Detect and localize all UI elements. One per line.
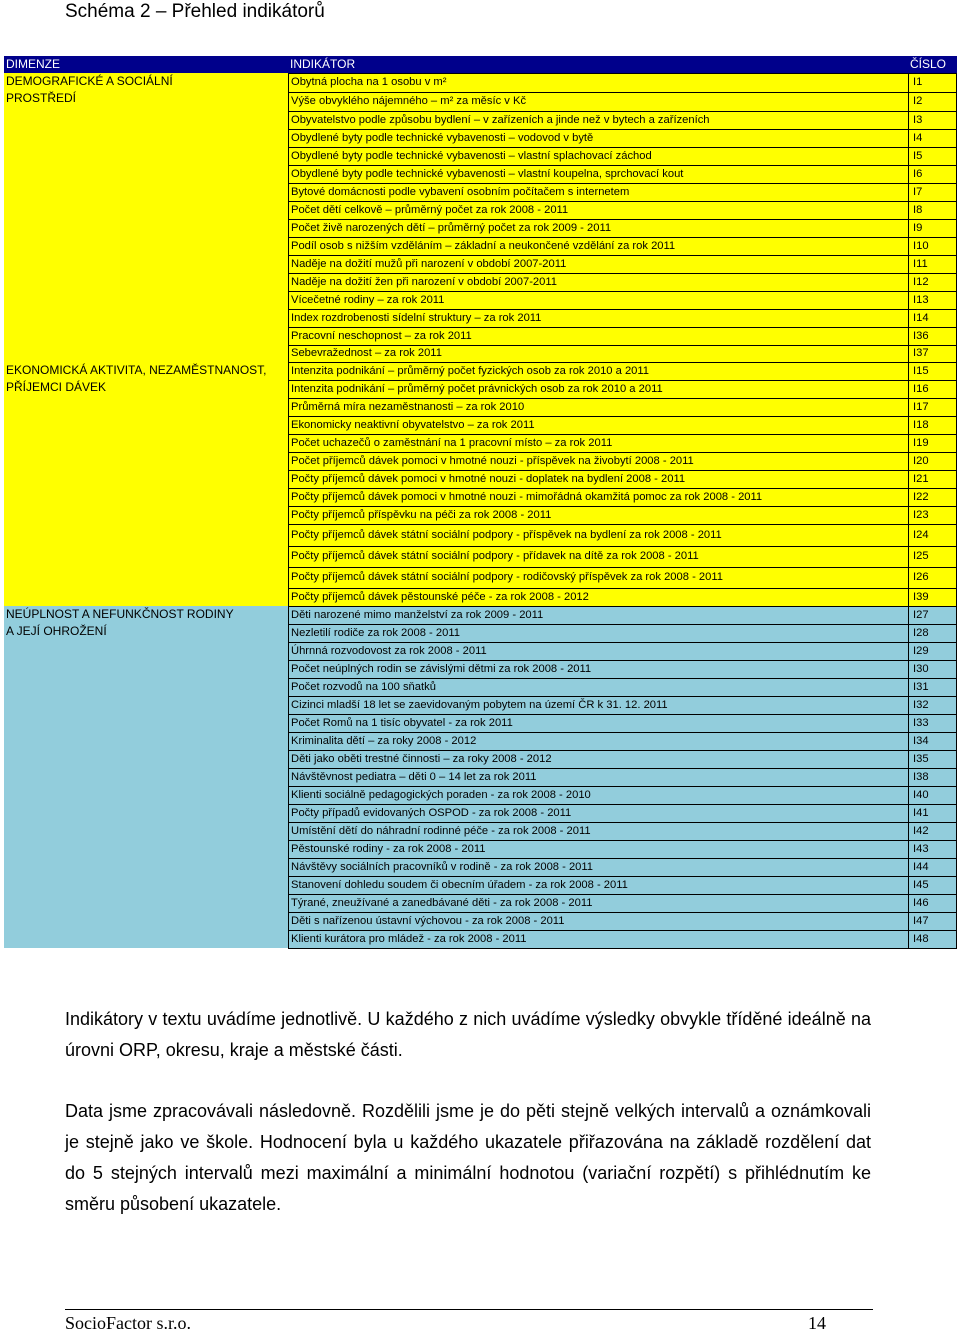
indicator-text: Naděje na dožití mužů při narození v období 2007-2011	[291, 257, 567, 270]
indicator-text: Počet příjemců dávek pomoci v hmotné nouzi - příspěvek na živobytí 2008 - 2011	[291, 454, 694, 467]
indicator-number: I7	[913, 185, 923, 198]
indicator-number: I11	[913, 257, 928, 270]
indicator-text: Kriminalita dětí – za roky 2008 - 2012	[291, 734, 477, 747]
indicator-text: Intenzita podnikání – průměrný počet právnických osob za rok 2010 a 2011	[291, 382, 663, 395]
indicator-text: Vícečetné rodiny – za rok 2011	[291, 293, 445, 306]
indicator-text: Počty příjemců dávek státní sociální podpory - přídavek na dítě za rok 2008 - 2011	[291, 550, 699, 562]
column-separator	[908, 822, 909, 841]
table-row	[288, 165, 957, 184]
column-separator	[908, 894, 909, 913]
footer-divider	[65, 1309, 873, 1310]
indicator-number: I48	[913, 932, 929, 945]
indicator-text: Návštěvy sociálních pracovníků v rodině - za rok 2008 - 2011	[291, 860, 594, 873]
indicator-text: Počet Romů na 1 tisíc obyvatel - za rok 2011	[291, 716, 513, 729]
indicator-text: Návštěvnost pediatra – děti 0 – 14 let za rok 2011	[291, 770, 537, 783]
column-separator	[908, 930, 909, 949]
table-row	[288, 219, 957, 238]
indicator-number: I40	[913, 788, 929, 801]
table-row	[288, 546, 957, 568]
table-row	[288, 732, 957, 751]
indicator-text: Klienti sociálně pedagogických poraden - za rok 2008 - 2010	[291, 788, 591, 801]
table-row	[288, 822, 957, 841]
table-row	[288, 129, 957, 148]
indicator-number: I31	[913, 680, 929, 693]
table-row	[288, 606, 957, 625]
indicator-text: Počet živě narozených dětí – průměrný počet za rok 2009 - 2011	[291, 221, 612, 234]
indicator-number: I1	[913, 76, 923, 88]
indicator-number: I3	[913, 113, 923, 126]
indicator-text: Počty příjemců příspěvku na péči za rok 2008 - 2011	[291, 508, 552, 521]
footer-page-number: 14	[808, 1313, 826, 1333]
indicator-number: I9	[913, 221, 923, 234]
table-row	[288, 804, 957, 823]
column-separator	[908, 219, 909, 238]
column-separator	[908, 92, 909, 112]
indicator-text: Index rozdrobenosti sídelní struktury – za rok 2011	[291, 311, 542, 324]
column-separator	[908, 642, 909, 661]
indicator-text: Bytové domácnosti podle vybavení osobním počítačem s internetem	[291, 185, 630, 198]
table-row	[288, 452, 957, 471]
dimension-label: EKONOMICKÁ AKTIVITA, NEZAMĚSTNANOST,	[6, 363, 267, 377]
table-row	[288, 858, 957, 877]
table-row	[288, 506, 957, 525]
column-separator	[908, 291, 909, 310]
indicator-number: I27	[913, 608, 929, 621]
indicator-number: I12	[913, 275, 929, 288]
table-row	[288, 273, 957, 292]
footer-company: SocioFactor s.r.o.	[65, 1313, 191, 1333]
header-indicator: INDIKÁTOR	[290, 57, 356, 71]
column-separator	[908, 750, 909, 769]
header-number: ČÍSLO	[910, 57, 947, 71]
indicator-text: Cizinci mladší 18 let se zaevidovaným pobytem na území ČR k 31. 12. 2011	[291, 698, 668, 711]
indicator-text: Podíl osob s nižším vzděláním – základní a neukončené vzdělání za rok 2011	[291, 239, 676, 252]
table-row	[288, 398, 957, 417]
column-separator	[908, 165, 909, 184]
column-separator	[908, 452, 909, 471]
indicator-text: Nezletilí rodiče za rok 2008 - 2011	[291, 626, 460, 639]
indicator-text: Počet uchazečů o zaměstnání na 1 pracovní místo – za rok 2011	[291, 436, 613, 449]
indicator-text: Počet neúplných rodin se závislými dětmi za rok 2008 - 2011	[291, 662, 592, 675]
table-row	[288, 714, 957, 733]
table-row	[288, 588, 957, 607]
indicator-number: I39	[913, 590, 929, 603]
column-separator	[908, 876, 909, 895]
column-separator	[908, 506, 909, 525]
indicator-number: I18	[913, 418, 929, 431]
indicator-number: I25	[913, 550, 929, 562]
indicator-number: I4	[913, 131, 923, 144]
column-separator	[908, 624, 909, 643]
indicator-number: I21	[913, 472, 929, 485]
column-separator	[908, 840, 909, 859]
table-row	[288, 894, 957, 913]
column-separator	[908, 273, 909, 292]
table-row	[288, 750, 957, 769]
column-separator	[908, 786, 909, 805]
column-separator	[908, 588, 909, 607]
indicator-number: I6	[913, 167, 923, 180]
indicator-text: Děti narozené mimo manželství za rok 2009 - 2011	[291, 608, 544, 621]
column-separator	[908, 732, 909, 751]
table-row	[288, 912, 957, 931]
indicator-text: Počty příjemců dávek státní sociální podpory - rodičovský příspěvek za rok 2008 - 2011	[291, 571, 723, 583]
indicator-number: I13	[913, 293, 929, 306]
indicator-text: Obyvatelstvo podle způsobu bydlení – v zařízeních a jinde než v bytech a zařízeních	[291, 113, 710, 126]
indicator-number: I5	[913, 149, 923, 162]
indicator-number: I20	[913, 454, 929, 467]
indicator-number: I19	[913, 436, 929, 449]
table-row	[288, 434, 957, 453]
indicator-number: I37	[913, 347, 929, 359]
column-separator	[908, 524, 909, 547]
column-separator	[908, 398, 909, 417]
table-row	[288, 183, 957, 202]
indicator-number: I38	[913, 770, 929, 783]
indicator-text: Obydlené byty podle technické vybavenosti – vlastní koupelna, sprchovací kout	[291, 167, 684, 180]
dimension-label: A JEJÍ OHROŽENÍ	[6, 624, 107, 638]
table-row	[288, 380, 957, 399]
column-separator	[908, 362, 909, 381]
indicator-number: I33	[913, 716, 929, 729]
table-row	[288, 524, 957, 547]
indicator-text: Stanovení dohledu soudem či obecním úřadem - za rok 2008 - 2011	[291, 878, 628, 891]
table-row	[288, 362, 957, 381]
table-row	[288, 768, 957, 787]
column-separator	[908, 714, 909, 733]
column-separator	[908, 858, 909, 877]
table-row	[288, 567, 957, 589]
column-separator	[908, 660, 909, 679]
indicator-number: I45	[913, 878, 929, 891]
indicator-text: Úhrnná rozvodovost za rok 2008 - 2011	[291, 644, 487, 657]
column-separator	[908, 912, 909, 931]
dimension-label: PŘÍJEMCI DÁVEK	[6, 380, 107, 394]
indicator-text: Děti jako oběti trestné činnosti – za roky 2008 - 2012	[291, 752, 552, 765]
column-separator	[908, 201, 909, 220]
column-separator	[908, 470, 909, 489]
indicator-text: Obytná plocha na 1 osobu v m²	[291, 76, 447, 88]
table-row	[288, 73, 957, 93]
table-row	[288, 488, 957, 507]
indicator-number: I34	[913, 734, 929, 747]
column-separator	[908, 327, 909, 346]
indicator-text: Počty příjemců dávek pomoci v hmotné nouzi - mimořádná okamžitá pomoc za rok 2008 - 2011	[291, 490, 763, 503]
indicator-number: I41	[913, 806, 929, 819]
indicator-number: I44	[913, 860, 929, 873]
column-separator	[908, 678, 909, 697]
column-separator	[908, 183, 909, 202]
indicator-text: Klienti kurátora pro mládež - za rok 2008 - 2011	[291, 932, 527, 945]
indicator-number: I47	[913, 914, 929, 927]
indicator-number: I43	[913, 842, 929, 855]
table-header	[4, 56, 957, 73]
indicator-number: I42	[913, 824, 929, 837]
column-separator	[908, 147, 909, 166]
indicator-text: Naděje na dožití žen při narození v období 2007-2011	[291, 275, 557, 288]
indicator-text: Výše obvyklého nájemného – m² za měsíc v Kč	[291, 95, 527, 107]
table-row	[288, 327, 957, 346]
indicator-text: Ekonomicky neaktivní obyvatelstvo – za rok 2011	[291, 418, 535, 431]
column-separator	[908, 255, 909, 274]
indicator-text: Sebevražednost – za rok 2011	[291, 347, 442, 359]
column-separator	[908, 606, 909, 625]
column-separator	[908, 546, 909, 568]
table-row	[288, 786, 957, 805]
column-separator	[908, 380, 909, 399]
column-separator	[908, 416, 909, 435]
indicator-number: I16	[913, 382, 929, 395]
indicator-text: Obydlené byty podle technické vybavenosti – vlastní splachovací záchod	[291, 149, 652, 162]
column-separator	[908, 696, 909, 715]
column-separator	[908, 129, 909, 148]
column-separator	[908, 434, 909, 453]
indicator-text: Týrané, zneužívané a zanedbávané děti - za rok 2008 - 2011	[291, 896, 593, 909]
indicator-number: I14	[913, 311, 929, 324]
column-separator	[908, 73, 909, 93]
indicator-text: Umístění dětí do náhradní rodinné péče - za rok 2008 - 2011	[291, 824, 591, 837]
indicator-number: I17	[913, 400, 929, 413]
indicator-text: Počty příjemců dávek pěstounské péče - za rok 2008 - 2012	[291, 590, 589, 603]
indicator-text: Pracovní neschopnost – za rok 2011	[291, 329, 472, 342]
indicator-text: Průměrná míra nezaměstnanosti – za rok 2010	[291, 400, 525, 413]
table-row	[288, 470, 957, 489]
dimension-cell	[4, 606, 288, 948]
table-row	[288, 642, 957, 661]
indicator-text: Počet rozvodů na 100 sňatků	[291, 680, 436, 693]
dimension-cell	[4, 362, 288, 606]
dimension-label: DEMOGRAFICKÉ A SOCIÁLNÍ	[6, 74, 173, 88]
table-row	[288, 660, 957, 679]
table-row	[288, 678, 957, 697]
indicator-text: Pěstounské rodiny - za rok 2008 - 2011	[291, 842, 486, 855]
indicator-number: I2	[913, 95, 923, 107]
table-row	[288, 696, 957, 715]
indicator-number: I23	[913, 508, 929, 521]
indicator-text: Počty příjemců dávek pomoci v hmotné nouzi - doplatek na bydlení 2008 - 2011	[291, 472, 686, 485]
column-separator	[908, 768, 909, 787]
indicator-text: Počty případů evidovaných OSPOD - za rok 2008 - 2011	[291, 806, 572, 819]
table-row	[288, 237, 957, 256]
dimension-label: PROSTŘEDÍ	[6, 91, 77, 105]
header-dimension: DIMENZE	[6, 57, 60, 71]
indicator-number: I22	[913, 490, 929, 503]
indicator-text: Počty příjemců dávek státní sociální podpory - příspěvek na bydlení za rok 2008 - 2011	[291, 528, 722, 541]
table-row	[288, 111, 957, 130]
indicator-text: Obydlené byty podle technické vybavenosti – vodovod v bytě	[291, 131, 594, 144]
column-separator	[908, 237, 909, 256]
table-row	[288, 416, 957, 435]
indicator-number: I29	[913, 644, 929, 657]
column-separator	[908, 804, 909, 823]
column-separator	[908, 567, 909, 589]
dimension-label: NEÚPLNOST A NEFUNKČNOST RODINY	[6, 607, 234, 621]
table-row	[288, 624, 957, 643]
table-row	[288, 840, 957, 859]
indicator-number: I8	[913, 203, 923, 216]
indicator-text: Děti s nařízenou ústavní výchovou - za rok 2008 - 2011	[291, 914, 565, 927]
column-separator	[908, 345, 909, 363]
indicator-number: I26	[913, 571, 929, 583]
indicator-number: I15	[913, 364, 929, 377]
indicator-number: I10	[913, 239, 929, 252]
table-row	[288, 876, 957, 895]
table-row	[288, 147, 957, 166]
table-row	[288, 309, 957, 328]
indicator-text: Počet dětí celkově – průměrný počet za rok 2008 - 2011	[291, 203, 569, 216]
indicator-number: I32	[913, 698, 929, 711]
indicator-number: I24	[913, 528, 929, 541]
table-row	[288, 255, 957, 274]
table-row	[288, 291, 957, 310]
indicator-number: I30	[913, 662, 929, 675]
indicator-number: I28	[913, 626, 929, 639]
paragraph-1: Indikátory v textu uvádíme jednotlivě. U každého z nich uvádíme výsledky obvykle tříděné ideálně na úrovni ORP, okresu, kraje a městské části.	[65, 1009, 871, 1060]
table-row	[288, 201, 957, 220]
table-row	[288, 345, 957, 363]
table-row	[288, 92, 957, 112]
table-row	[288, 930, 957, 949]
column-separator	[908, 309, 909, 328]
indicator-number: I46	[913, 896, 929, 909]
column-separator	[908, 111, 909, 130]
indicator-number: I35	[913, 752, 929, 765]
indicator-text: Intenzita podnikání – průměrný počet fyzických osob za rok 2010 a 2011	[291, 364, 650, 377]
paragraph-2: Data jsme zpracovávali následovně. Rozdělili jsme je do pěti stejně velkých intervalů a oznámkovali je stejně jako ve škole. Hodnocení byla u každého ukazatele přiřazována na základě rozdělení dat do 5 stejných intervalů mezi maximální a minimální hodnotou (variační rozpětí) s přihlédnutím ke směru působení ukazatele.	[65, 1101, 871, 1214]
column-separator	[908, 488, 909, 507]
page-title: Schéma 2 – Přehled indikátorů	[65, 1, 325, 22]
dimension-cell	[4, 73, 288, 362]
indicator-number: I36	[913, 329, 929, 342]
